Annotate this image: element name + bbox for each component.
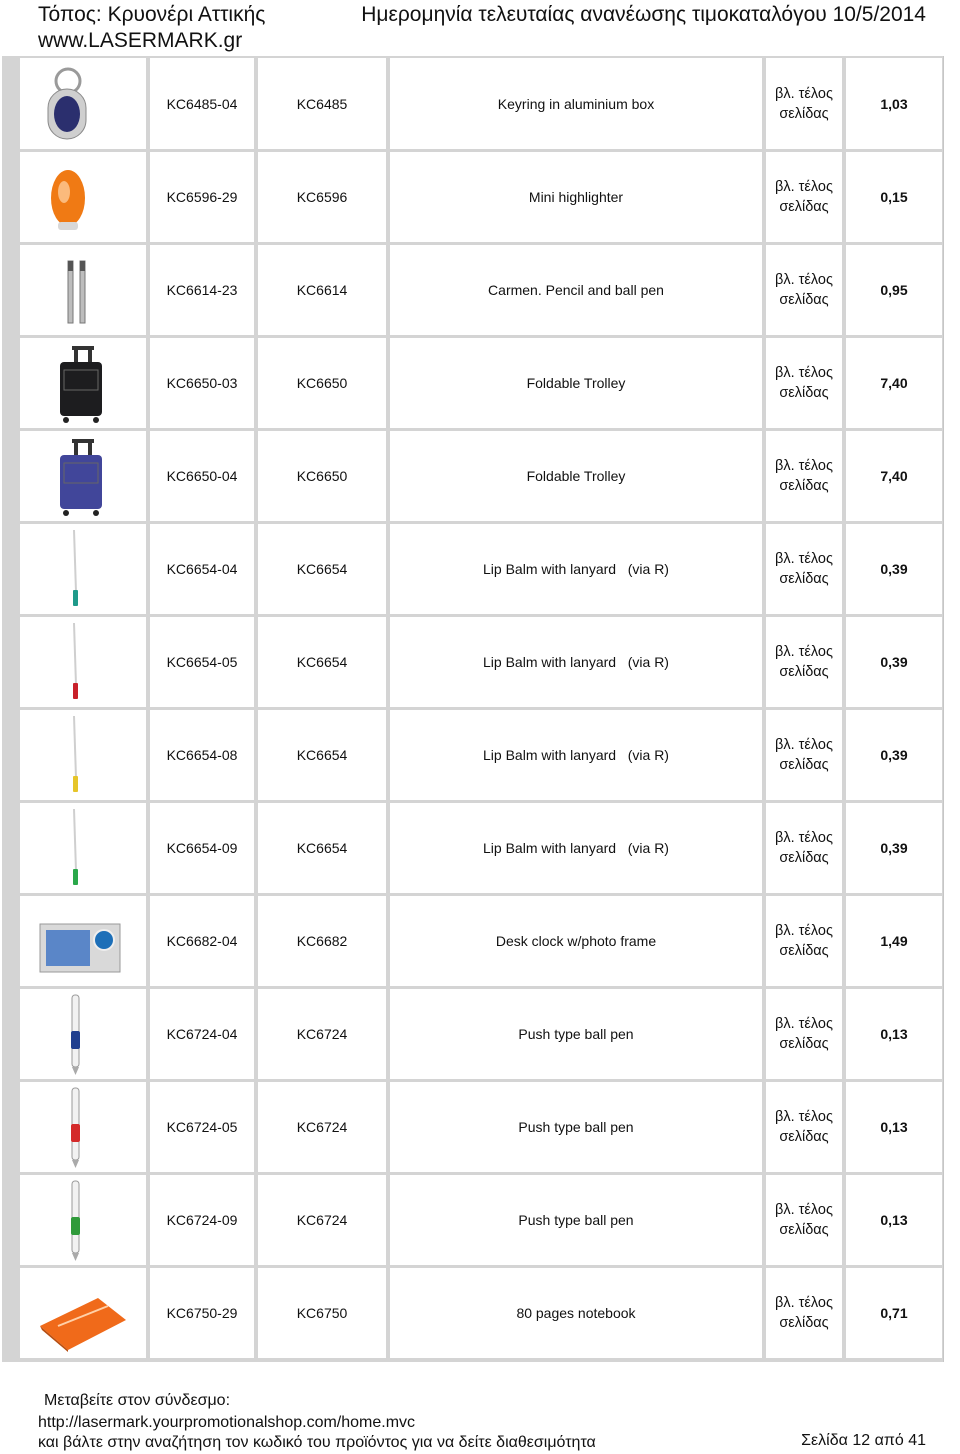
see-note-line1: βλ. τέλος bbox=[775, 1109, 833, 1125]
product-code: KC6724-04 bbox=[150, 989, 254, 1079]
product-price: 0,39 bbox=[846, 803, 942, 893]
see-page-end-note bbox=[766, 1175, 842, 1265]
product-price: 0,13 bbox=[846, 1175, 942, 1265]
product-price: 0,39 bbox=[846, 524, 942, 614]
product-image-cell bbox=[20, 989, 146, 1079]
product-price: 7,40 bbox=[846, 431, 942, 521]
product-code: KC6654-05 bbox=[150, 617, 254, 707]
product-image-cell bbox=[20, 431, 146, 521]
notebook-icon bbox=[28, 1270, 138, 1356]
see-page-end-note bbox=[766, 524, 842, 614]
see-page-end-note bbox=[766, 617, 842, 707]
product-image-cell bbox=[20, 617, 146, 707]
product-ref: KC6682 bbox=[258, 896, 386, 986]
product-ref: KC6650 bbox=[258, 431, 386, 521]
product-description: 80 pages notebook bbox=[390, 1268, 762, 1358]
see-note-line2: σελίδας bbox=[779, 664, 829, 680]
see-note-line1: βλ. τέλος bbox=[775, 1016, 833, 1032]
website-text: www.LASERMARK.gr bbox=[38, 29, 243, 52]
table-row bbox=[2, 614, 944, 707]
product-price: 0,39 bbox=[846, 710, 942, 800]
see-page-end-note bbox=[766, 1268, 842, 1358]
product-image-cell bbox=[20, 1175, 146, 1265]
product-price: 0,13 bbox=[846, 989, 942, 1079]
see-page-end-note bbox=[766, 245, 842, 335]
see-page-end-note bbox=[766, 896, 842, 986]
product-ref: KC6654 bbox=[258, 803, 386, 893]
footer-search-note: και βάλτε στην αναζήτηση τον κωδικό του προϊόντος για να δείτε διαθεσιμότητα bbox=[38, 1434, 596, 1451]
see-note-line1: βλ. τέλος bbox=[775, 923, 833, 939]
product-code: KC6596-29 bbox=[150, 152, 254, 242]
product-image-cell bbox=[20, 524, 146, 614]
see-note-line2: σελίδας bbox=[779, 1222, 829, 1238]
product-ref: KC6614 bbox=[258, 245, 386, 335]
product-code: KC6650-03 bbox=[150, 338, 254, 428]
product-image-cell bbox=[20, 58, 146, 149]
table-row bbox=[2, 707, 944, 800]
product-price: 7,40 bbox=[846, 338, 942, 428]
see-note-line2: σελίδας bbox=[779, 850, 829, 866]
product-image-cell bbox=[20, 338, 146, 428]
price-table bbox=[2, 56, 944, 1362]
product-image-cell bbox=[20, 152, 146, 242]
product-image-cell bbox=[20, 710, 146, 800]
footer-instruction: Μεταβείτε στον σύνδεσμο: bbox=[44, 1392, 231, 1409]
see-note-line1: βλ. τέλος bbox=[775, 1202, 833, 1218]
table-row bbox=[2, 521, 944, 614]
see-note-line2: σελίδας bbox=[779, 757, 829, 773]
see-note-line1: βλ. τέλος bbox=[775, 272, 833, 288]
product-code: KC6654-08 bbox=[150, 710, 254, 800]
table-row bbox=[2, 1079, 944, 1172]
see-note-line2: σελίδας bbox=[779, 385, 829, 401]
see-note-line1: βλ. τέλος bbox=[775, 458, 833, 474]
footer-url-link[interactable]: http://lasermark.yourpromotionalshop.com/home.mvc bbox=[38, 1414, 416, 1431]
trolley-black-icon bbox=[28, 340, 138, 426]
see-page-end-note bbox=[766, 1082, 842, 1172]
product-description: Keyring in aluminium box bbox=[390, 58, 762, 149]
product-ref: KC6654 bbox=[258, 524, 386, 614]
see-page-end-note bbox=[766, 152, 842, 242]
ball-pen-icon bbox=[28, 1177, 138, 1263]
product-description: Mini highlighter bbox=[390, 152, 762, 242]
product-ref: KC6724 bbox=[258, 1175, 386, 1265]
desk-clock-icon bbox=[28, 898, 138, 984]
table-row bbox=[2, 428, 944, 521]
see-page-end-note bbox=[766, 989, 842, 1079]
highlighter-icon bbox=[28, 154, 138, 240]
table-row bbox=[2, 242, 944, 335]
product-code: KC6724-09 bbox=[150, 1175, 254, 1265]
product-description: Push type ball pen bbox=[390, 989, 762, 1079]
ball-pen-icon bbox=[28, 1084, 138, 1170]
see-note-line1: βλ. τέλος bbox=[775, 830, 833, 846]
product-code: KC6724-05 bbox=[150, 1082, 254, 1172]
last-update-text: Ημερομηνία τελευταίας ανανέωσης τιμοκαταλόγου 10/5/2014 bbox=[361, 3, 926, 26]
see-note-line2: σελίδας bbox=[779, 105, 829, 122]
product-code: KC6485-04 bbox=[150, 58, 254, 149]
see-note-line2: σελίδας bbox=[779, 292, 829, 308]
product-code: KC6650-04 bbox=[150, 431, 254, 521]
trolley-blue-icon bbox=[28, 433, 138, 519]
product-description: Lip Balm with lanyard (via R) bbox=[390, 803, 762, 893]
product-ref: KC6750 bbox=[258, 1268, 386, 1358]
product-price: 1,49 bbox=[846, 896, 942, 986]
see-note-line2: σελίδας bbox=[779, 1129, 829, 1145]
location-text: Τόπος: Κρυονέρι Αττικής bbox=[38, 3, 266, 26]
product-description: Lip Balm with lanyard (via R) bbox=[390, 617, 762, 707]
ball-pen-icon bbox=[28, 991, 138, 1077]
see-note-line2: σελίδας bbox=[779, 1036, 829, 1052]
see-page-end-note bbox=[766, 803, 842, 893]
table-row bbox=[2, 800, 944, 893]
product-code: KC6654-04 bbox=[150, 524, 254, 614]
table-row bbox=[2, 149, 944, 242]
product-ref: KC6724 bbox=[258, 989, 386, 1079]
product-price: 0,15 bbox=[846, 152, 942, 242]
product-ref: KC6724 bbox=[258, 1082, 386, 1172]
product-image-cell bbox=[20, 1268, 146, 1358]
see-note-line1: βλ. τέλος bbox=[775, 551, 833, 567]
lip-balm-icon bbox=[28, 526, 138, 612]
product-image-cell bbox=[20, 245, 146, 335]
product-description: Desk clock w/photo frame bbox=[390, 896, 762, 986]
product-description: Lip Balm with lanyard (via R) bbox=[390, 524, 762, 614]
product-description: Lip Balm with lanyard (via R) bbox=[390, 710, 762, 800]
see-page-end-note bbox=[766, 338, 842, 428]
table-row bbox=[2, 56, 944, 149]
product-code: KC6682-04 bbox=[150, 896, 254, 986]
product-description: Foldable Trolley bbox=[390, 431, 762, 521]
see-note-line2: σελίδας bbox=[779, 571, 829, 587]
keyring-icon bbox=[28, 61, 138, 147]
see-note-line1: βλ. τέλος bbox=[775, 85, 833, 102]
table-row bbox=[2, 1172, 944, 1265]
see-note-line2: σελίδας bbox=[779, 478, 829, 494]
pen-set-icon bbox=[28, 247, 138, 333]
product-ref: KC6485 bbox=[258, 58, 386, 149]
see-page-end-note bbox=[766, 431, 842, 521]
see-note-line2: σελίδας bbox=[779, 1315, 829, 1331]
see-note-line1: βλ. τέλος bbox=[775, 179, 833, 195]
see-note-line1: βλ. τέλος bbox=[775, 644, 833, 660]
product-price: 0,13 bbox=[846, 1082, 942, 1172]
lip-balm-icon bbox=[28, 619, 138, 705]
product-description: Foldable Trolley bbox=[390, 338, 762, 428]
lip-balm-icon bbox=[28, 712, 138, 798]
see-note-line1: βλ. τέλος bbox=[775, 737, 833, 753]
table-row bbox=[2, 893, 944, 986]
lip-balm-icon bbox=[28, 805, 138, 891]
product-ref: KC6650 bbox=[258, 338, 386, 428]
see-note-line1: βλ. τέλος bbox=[775, 1295, 833, 1311]
table-row bbox=[2, 1265, 944, 1358]
product-price: 1,03 bbox=[846, 58, 942, 149]
product-description: Push type ball pen bbox=[390, 1082, 762, 1172]
see-page-end-note bbox=[766, 710, 842, 800]
product-price: 0,39 bbox=[846, 617, 942, 707]
see-page-end-note bbox=[766, 58, 842, 149]
see-note-line1: βλ. τέλος bbox=[775, 365, 833, 381]
product-image-cell bbox=[20, 896, 146, 986]
table-row bbox=[2, 986, 944, 1079]
product-code: KC6654-09 bbox=[150, 803, 254, 893]
product-description: Push type ball pen bbox=[390, 1175, 762, 1265]
product-description: Carmen. Pencil and ball pen bbox=[390, 245, 762, 335]
product-price: 0,95 bbox=[846, 245, 942, 335]
product-ref: KC6596 bbox=[258, 152, 386, 242]
page-number: Σελίδα 12 από 41 bbox=[801, 1432, 926, 1449]
product-code: KC6614-23 bbox=[150, 245, 254, 335]
product-image-cell bbox=[20, 803, 146, 893]
product-ref: KC6654 bbox=[258, 710, 386, 800]
product-image-cell bbox=[20, 1082, 146, 1172]
product-ref: KC6654 bbox=[258, 617, 386, 707]
table-row bbox=[2, 335, 944, 428]
see-note-line2: σελίδας bbox=[779, 943, 829, 959]
product-price: 0,71 bbox=[846, 1268, 942, 1358]
product-code: KC6750-29 bbox=[150, 1268, 254, 1358]
see-note-line2: σελίδας bbox=[779, 199, 829, 215]
page-header bbox=[0, 0, 960, 56]
